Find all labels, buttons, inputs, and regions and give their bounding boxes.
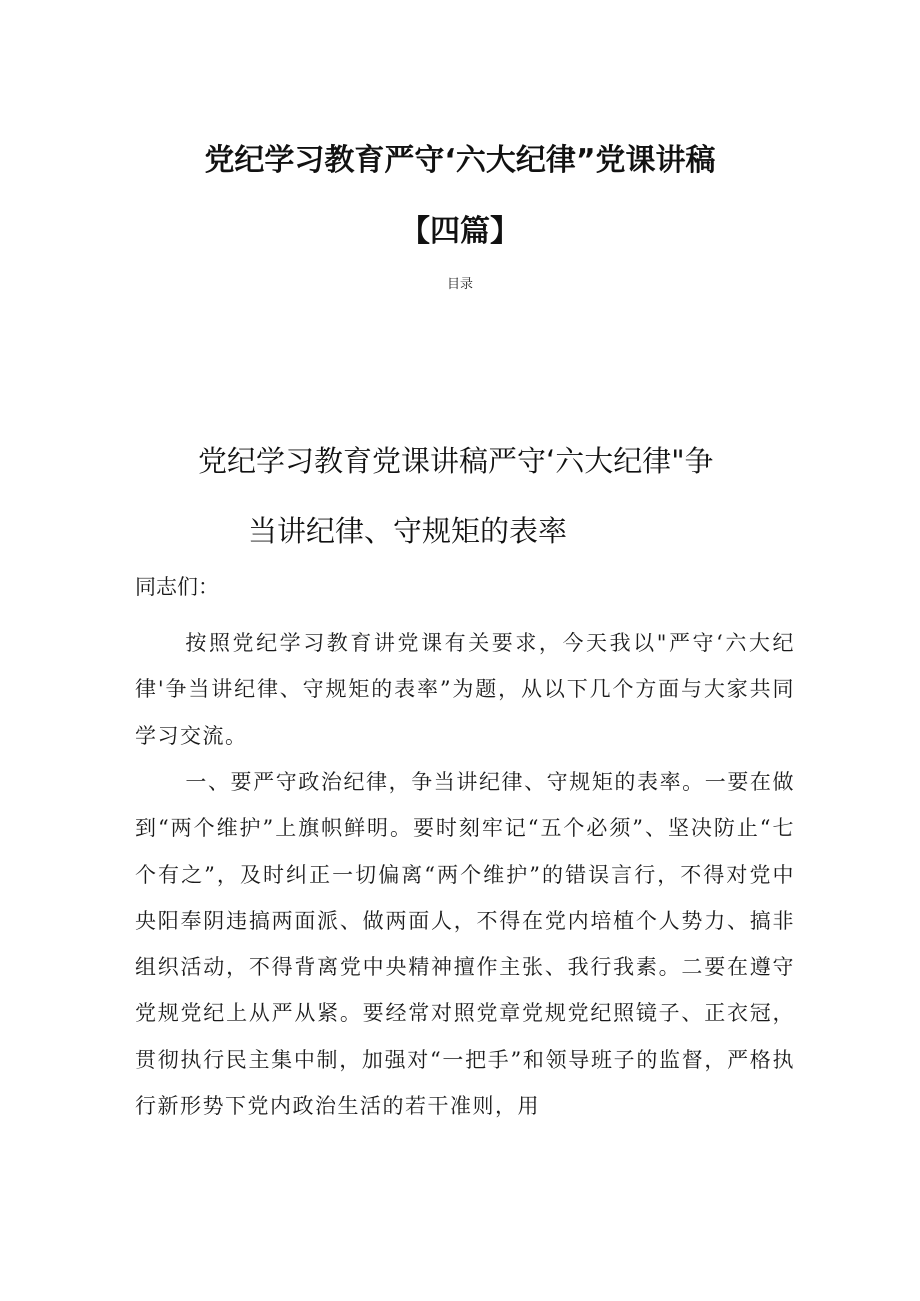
- section-title-line2: 当讲纪律、守规矩的表率: [248, 514, 568, 548]
- document-title-line1: 党纪学习教育严守‘六大纪律”党课讲稿: [204, 143, 716, 178]
- section-title-line1: 党纪学习教育党课讲稿严守‘六大纪律"争: [198, 444, 714, 478]
- greeting: 同志们：: [135, 575, 219, 599]
- toc-label: 目录: [446, 277, 473, 292]
- document-title-line2: 【四篇】: [400, 214, 520, 249]
- paragraph-political-discipline: 一、要严守政治纪律，争当讲纪律、守规矩的表率。一要在做到“两个维护”上旗帜鲜明。要时刻牢记“五个必须”、坚决防止“七个有之”，及时纠正一切偏离“两个维护”的错误言行，不得对党中央阳奉阴违搞两面派、做两面人，不得在党内培植个人势力、搞非组织活动，不得背离党中央精神擅作主张、我行我素。二要在遵守党规党纪上从严从紧。要经常对照党章党规党纪照镜子、正衣冠，贯彻执行民主集中制，加强对“一把手”和领导班子的监督，严格执行新形势下党内政治生活的若干准则，用: [135, 770, 795, 1119]
- paragraph-intro: 按照党纪学习教育讲党课有关要求，今天我以"严守‘六大纪律'争当讲纪律、守规矩的表率”为题，从以下几个方面与大家共同学习交流。: [135, 631, 795, 748]
